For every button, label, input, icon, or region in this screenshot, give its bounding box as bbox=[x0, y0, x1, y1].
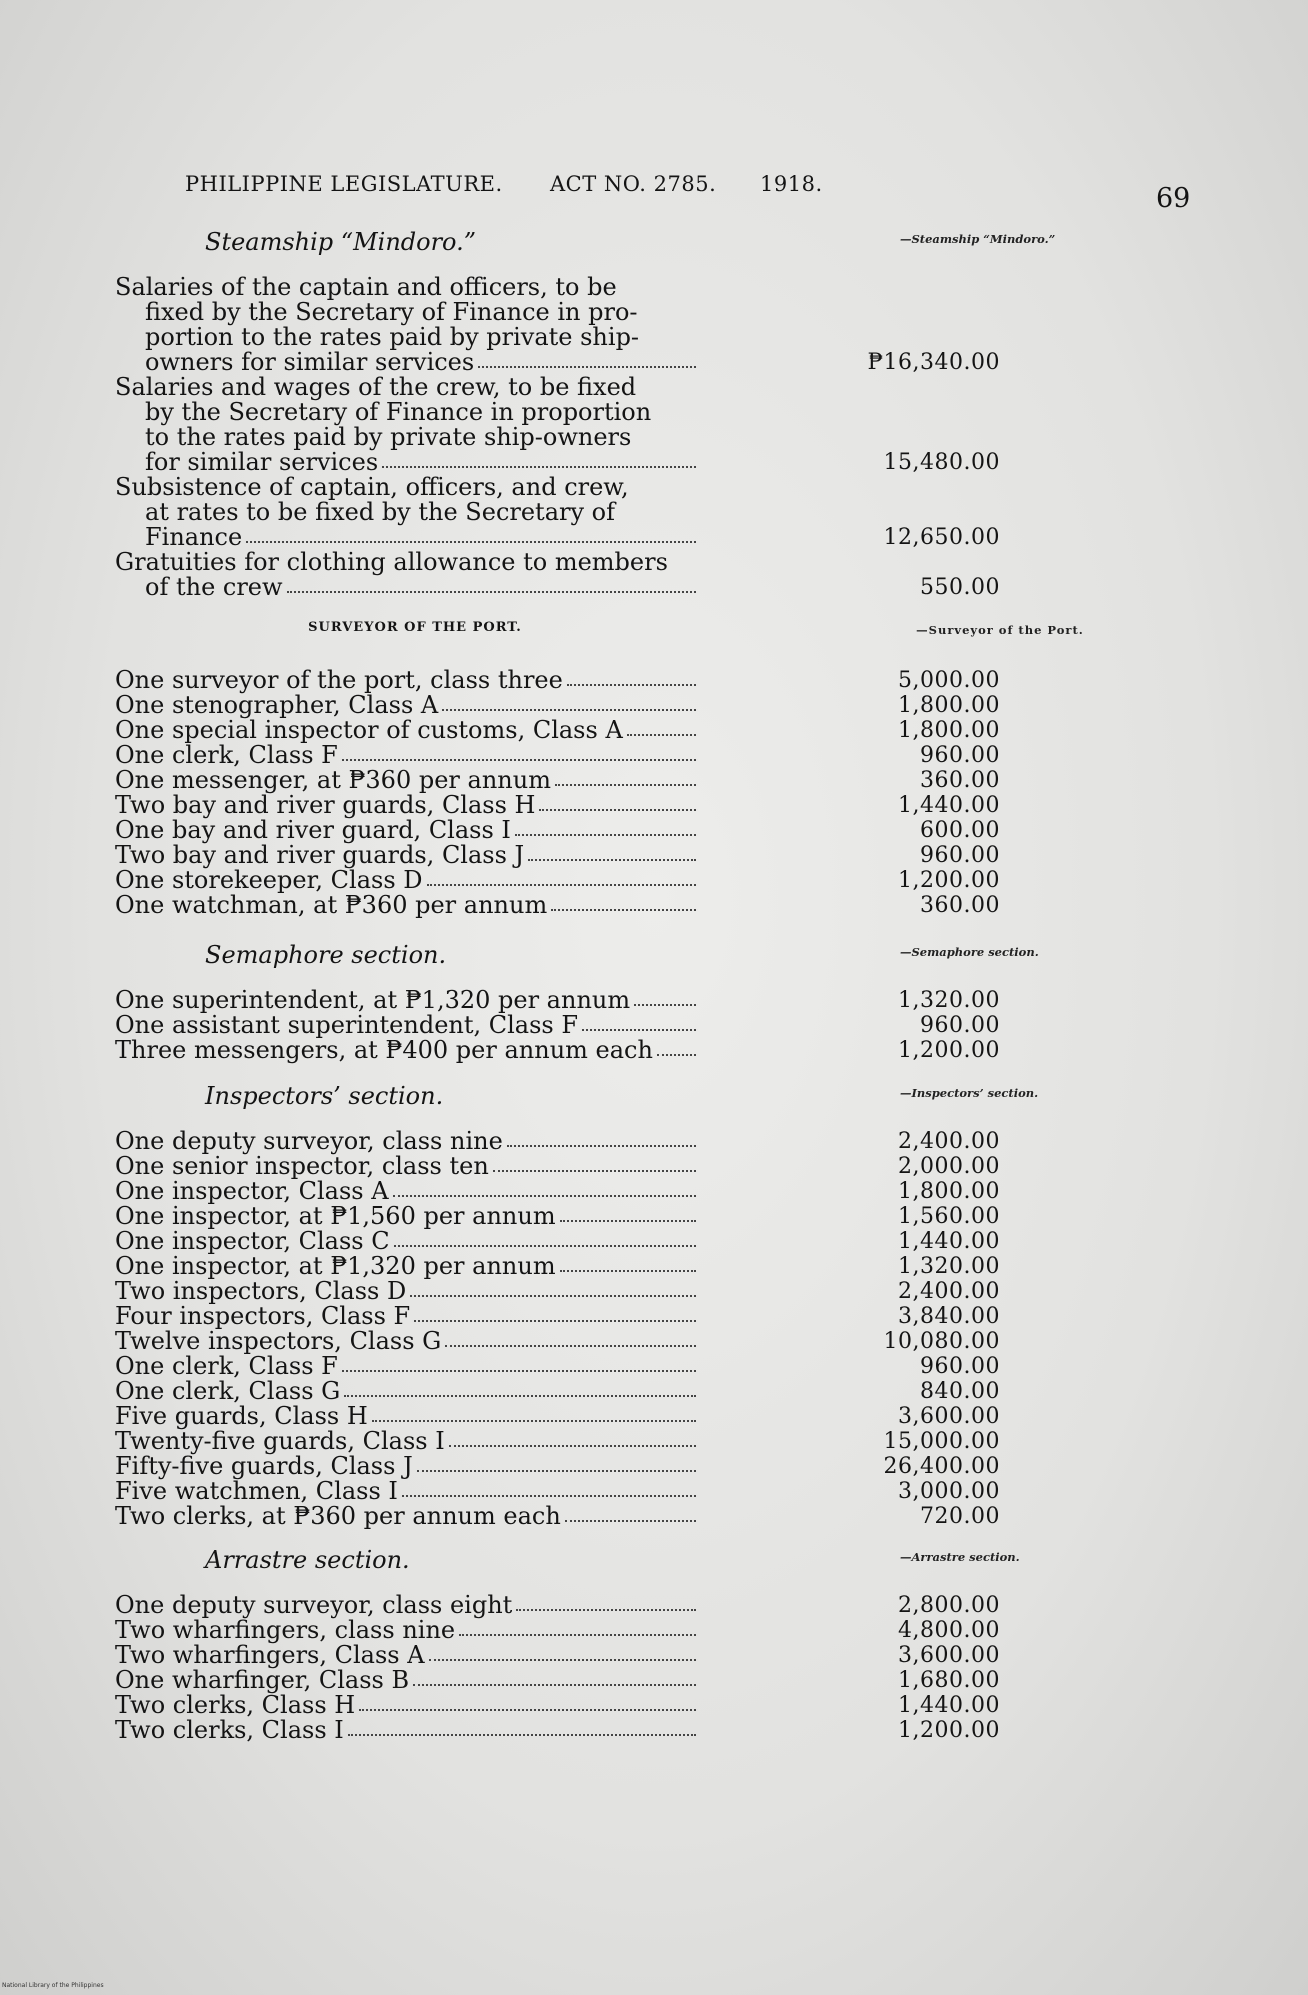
dot-leader bbox=[342, 1354, 696, 1372]
line-item-text: One senior inspector, class ten bbox=[115, 1152, 489, 1180]
section-title-text: Semaphore section. bbox=[205, 941, 447, 969]
line-item-text: Two wharfingers, class nine bbox=[115, 1616, 456, 1644]
line-item-text-row bbox=[115, 425, 700, 450]
line-item-amount: 960.00 bbox=[920, 743, 1000, 768]
line-item-text: One messenger, at ₱360 per annum bbox=[115, 766, 551, 794]
line-item-text-row bbox=[115, 325, 700, 350]
line-item-text-row bbox=[115, 743, 700, 768]
line-item-amount: 1,440.00 bbox=[898, 1693, 1000, 1718]
dot-leader bbox=[449, 1429, 696, 1447]
publication-title: PHILIPPINE LEGISLATURE. bbox=[185, 172, 503, 196]
line-item-text: owners for similar services bbox=[145, 348, 475, 376]
dot-leader bbox=[478, 350, 696, 368]
line-item-text: One superintendent, at ₱1,320 per annum bbox=[115, 986, 631, 1014]
line-item-text: fixed by the Secretary of Finance in pro- bbox=[145, 298, 638, 326]
line-item bbox=[115, 1329, 1115, 1354]
dot-leader bbox=[516, 1593, 696, 1611]
line-item bbox=[115, 718, 1115, 743]
dot-leader bbox=[393, 1179, 696, 1197]
line-item bbox=[115, 1504, 1115, 1529]
line-item bbox=[115, 1479, 1115, 1504]
line-item-amount: 2,000.00 bbox=[898, 1154, 1000, 1179]
dot-leader bbox=[429, 1643, 696, 1661]
line-item-text: One inspector, Class C bbox=[115, 1227, 390, 1255]
dot-leader bbox=[515, 818, 696, 836]
line-item-text-row bbox=[115, 868, 700, 893]
line-item-text: One deputy surveyor, class nine bbox=[115, 1127, 503, 1155]
line-item-text: Two bay and river guards, Class J bbox=[115, 841, 525, 869]
line-item-text-row bbox=[115, 1254, 700, 1279]
scan-footer: National Library of the Philippines bbox=[2, 1982, 104, 1989]
section bbox=[115, 618, 1115, 918]
line-item-amount: 12,650.00 bbox=[883, 525, 1000, 550]
line-item-text: Twenty-five guards, Class I bbox=[115, 1427, 445, 1455]
line-item-text-row bbox=[115, 1693, 700, 1718]
line-item-amount: 1,320.00 bbox=[898, 1254, 1000, 1279]
dot-leader bbox=[567, 668, 696, 686]
line-item-text-row bbox=[115, 1129, 700, 1154]
year: 1918. bbox=[760, 172, 823, 196]
line-item-amount: 1,200.00 bbox=[898, 868, 1000, 893]
line-item bbox=[115, 1718, 1115, 1743]
line-item-text: One inspector, at ₱1,320 per annum bbox=[115, 1252, 556, 1280]
dot-leader bbox=[551, 893, 696, 911]
line-item bbox=[115, 475, 1115, 550]
section bbox=[115, 940, 1115, 1063]
line-item-text: Two clerks, at ₱360 per annum each bbox=[115, 1502, 561, 1530]
dot-leader bbox=[342, 743, 696, 761]
line-item bbox=[115, 1013, 1115, 1038]
line-item bbox=[115, 843, 1115, 868]
section bbox=[115, 1545, 1115, 1743]
line-item-amount: 15,480.00 bbox=[883, 450, 1000, 475]
line-item-text-row bbox=[115, 1668, 700, 1693]
line-item-text: Three messengers, at ₱400 per annum each bbox=[115, 1036, 653, 1064]
line-item-text: One inspector, at ₱1,560 per annum bbox=[115, 1202, 556, 1230]
line-item-text-row bbox=[115, 375, 700, 400]
line-item-text-row bbox=[115, 525, 700, 550]
line-item-text-row bbox=[115, 1304, 700, 1329]
line-item-text-row bbox=[115, 693, 700, 718]
margin-note: —Surveyor of the Port. bbox=[916, 623, 1084, 637]
line-item-amount: 960.00 bbox=[920, 1013, 1000, 1038]
section-title-text: SURVEYOR OF THE PORT. bbox=[308, 620, 522, 635]
act-number: ACT NO. 2785. bbox=[550, 172, 717, 196]
dot-leader bbox=[657, 1038, 696, 1056]
line-item-text: Two clerks, Class H bbox=[115, 1691, 356, 1719]
section-title bbox=[115, 1545, 1115, 1593]
line-item-amount: 2,800.00 bbox=[898, 1593, 1000, 1618]
dot-leader bbox=[555, 768, 696, 786]
dot-leader bbox=[445, 1329, 696, 1347]
line-item-text: Two clerks, Class I bbox=[115, 1716, 344, 1744]
section-title bbox=[115, 227, 1115, 275]
line-item-text: One wharfinger, Class B bbox=[115, 1666, 410, 1694]
line-item-amount: 360.00 bbox=[920, 768, 1000, 793]
dot-leader bbox=[413, 1668, 696, 1686]
line-item bbox=[115, 1618, 1115, 1643]
section-title bbox=[115, 1081, 1115, 1129]
dot-leader bbox=[459, 1618, 696, 1636]
line-item-amount: 960.00 bbox=[920, 1354, 1000, 1379]
line-item-text-row bbox=[115, 1229, 700, 1254]
line-item-amount: 1,440.00 bbox=[898, 793, 1000, 818]
line-item-text-row bbox=[115, 768, 700, 793]
dot-leader bbox=[528, 843, 696, 861]
section-title bbox=[115, 940, 1115, 988]
line-item-text: One bay and river guard, Class I bbox=[115, 816, 511, 844]
dot-leader bbox=[410, 1279, 696, 1297]
page-number: 69 bbox=[1156, 183, 1191, 214]
appropriations-body bbox=[115, 227, 1115, 1743]
line-item bbox=[115, 1693, 1115, 1718]
line-item-amount: 3,000.00 bbox=[898, 1479, 1000, 1504]
dot-leader bbox=[507, 1129, 696, 1147]
line-item bbox=[115, 1454, 1115, 1479]
line-item-text-row bbox=[115, 1204, 700, 1229]
line-item-text: Five guards, Class H bbox=[115, 1402, 368, 1430]
line-item bbox=[115, 1204, 1115, 1229]
line-item-text-row bbox=[115, 1038, 700, 1063]
dot-leader bbox=[394, 1229, 696, 1247]
line-item-amount: 5,000.00 bbox=[898, 668, 1000, 693]
line-item bbox=[115, 893, 1115, 918]
line-item-amount: 4,800.00 bbox=[898, 1618, 1000, 1643]
line-item-text-row bbox=[115, 1643, 700, 1668]
line-item-text-row bbox=[115, 1013, 700, 1038]
line-item-amount: 1,800.00 bbox=[898, 718, 1000, 743]
line-item bbox=[115, 1304, 1115, 1329]
line-item-text-row bbox=[115, 1154, 700, 1179]
line-item-text: Twelve inspectors, Class G bbox=[115, 1327, 442, 1355]
line-item-amount: 1,800.00 bbox=[898, 1179, 1000, 1204]
section-title-text: Steamship “Mindoro.” bbox=[205, 228, 476, 256]
line-item-text: One special inspector of customs, Class A bbox=[115, 716, 623, 744]
line-item-text: One storekeeper, Class D bbox=[115, 866, 423, 894]
section-title-text: Arrastre section. bbox=[205, 1546, 410, 1574]
line-item bbox=[115, 1229, 1115, 1254]
line-item bbox=[115, 1404, 1115, 1429]
line-item bbox=[115, 1429, 1115, 1454]
dot-leader bbox=[414, 1304, 696, 1322]
line-item-amount: 1,200.00 bbox=[898, 1038, 1000, 1063]
line-item-text-row bbox=[115, 1479, 700, 1504]
line-item-amount: 10,080.00 bbox=[883, 1329, 1000, 1354]
line-item-amount: 960.00 bbox=[920, 843, 1000, 868]
line-item-text: Subsistence of captain, officers, and crew, bbox=[115, 473, 629, 501]
dot-leader bbox=[246, 525, 696, 543]
line-item-text: Five watchmen, Class I bbox=[115, 1477, 398, 1505]
line-item-amount: 840.00 bbox=[920, 1379, 1000, 1404]
line-item-text-row bbox=[115, 793, 700, 818]
line-item-text: by the Secretary of Finance in proportion bbox=[145, 398, 652, 426]
line-item-text: Two wharfingers, Class A bbox=[115, 1641, 425, 1669]
line-item-text-row bbox=[115, 893, 700, 918]
line-item-amount: 26,400.00 bbox=[883, 1454, 1000, 1479]
section bbox=[115, 227, 1115, 600]
line-item-text: Salaries of the captain and officers, to be bbox=[115, 273, 617, 301]
line-item-amount: 1,800.00 bbox=[898, 693, 1000, 718]
line-item bbox=[115, 818, 1115, 843]
line-item-amount: 15,000.00 bbox=[883, 1429, 1000, 1454]
line-item bbox=[115, 693, 1115, 718]
line-item-text-row bbox=[115, 350, 700, 375]
line-item-amount: 1,680.00 bbox=[898, 1668, 1000, 1693]
line-item-text: One assistant superintendent, Class F bbox=[115, 1011, 579, 1039]
line-item-amount: 360.00 bbox=[920, 893, 1000, 918]
line-item bbox=[115, 275, 1115, 375]
line-item-text: One watchman, at ₱360 per annum bbox=[115, 891, 548, 919]
line-item bbox=[115, 1379, 1115, 1404]
dot-leader bbox=[560, 1254, 696, 1272]
line-item-text-row bbox=[115, 1354, 700, 1379]
line-item-text-row bbox=[115, 1379, 700, 1404]
line-item bbox=[115, 793, 1115, 818]
section-title-text: Inspectors’ section. bbox=[205, 1082, 444, 1110]
line-item bbox=[115, 668, 1115, 693]
line-item-amount: 3,600.00 bbox=[898, 1643, 1000, 1668]
running-header bbox=[185, 172, 1215, 212]
line-item-text-row bbox=[115, 718, 700, 743]
line-item-amount: 1,320.00 bbox=[898, 988, 1000, 1013]
line-item-text: Salaries and wages of the crew, to be fixed bbox=[115, 373, 637, 401]
line-item-text: Two inspectors, Class D bbox=[115, 1277, 407, 1305]
line-item-text: One surveyor of the port, class three bbox=[115, 666, 563, 694]
line-item-text-row bbox=[115, 668, 700, 693]
line-item bbox=[115, 1593, 1115, 1618]
dot-leader bbox=[372, 1404, 696, 1422]
line-item-text: Gratuities for clothing allowance to members bbox=[115, 548, 668, 576]
dot-leader bbox=[287, 575, 696, 593]
line-item-text-row bbox=[115, 300, 700, 325]
dot-leader bbox=[493, 1154, 696, 1172]
line-item-text-row bbox=[115, 1404, 700, 1429]
line-item bbox=[115, 550, 1115, 600]
line-item-text: One clerk, Class F bbox=[115, 741, 338, 769]
dot-leader bbox=[582, 1013, 696, 1031]
line-item-text-row bbox=[115, 818, 700, 843]
line-item-amount: 2,400.00 bbox=[898, 1129, 1000, 1154]
line-item-text-row bbox=[115, 500, 700, 525]
line-item bbox=[115, 375, 1115, 475]
line-item-text: One deputy surveyor, class eight bbox=[115, 1591, 513, 1619]
line-item-text-row bbox=[115, 843, 700, 868]
line-item-text: Two bay and river guards, Class H bbox=[115, 791, 536, 819]
dot-leader bbox=[634, 988, 696, 1006]
section-title bbox=[115, 618, 1084, 668]
line-item-text-row bbox=[115, 475, 700, 500]
line-item-amount: 3,600.00 bbox=[898, 1404, 1000, 1429]
line-item-amount: 600.00 bbox=[920, 818, 1000, 843]
margin-note: —Arrastre section. bbox=[900, 1550, 1020, 1564]
dot-leader bbox=[402, 1479, 696, 1497]
line-item-amount: 2,400.00 bbox=[898, 1279, 1000, 1304]
margin-note: —Semaphore section. bbox=[900, 945, 1039, 959]
dot-leader bbox=[565, 1504, 696, 1522]
line-item bbox=[115, 1129, 1115, 1154]
line-item-text: Finance bbox=[145, 523, 243, 551]
line-item-text: at rates to be fixed by the Secretary of bbox=[145, 498, 616, 526]
dot-leader bbox=[417, 1454, 696, 1472]
line-item-amount: 3,840.00 bbox=[898, 1304, 1000, 1329]
line-item-text: for similar services bbox=[145, 448, 379, 476]
line-item-amount: 550.00 bbox=[920, 575, 1000, 600]
line-item bbox=[115, 988, 1115, 1013]
line-item-text-row bbox=[115, 1618, 700, 1643]
line-item-text-row bbox=[115, 1718, 700, 1743]
line-item-text-row bbox=[115, 1279, 700, 1304]
line-item-text-row bbox=[115, 1454, 700, 1479]
line-item-text-row bbox=[115, 988, 700, 1013]
line-item bbox=[115, 1668, 1115, 1693]
section bbox=[115, 1081, 1115, 1529]
line-item-amount: 720.00 bbox=[920, 1504, 1000, 1529]
line-item-text-row bbox=[115, 1329, 700, 1354]
line-item-amount: ₱16,340.00 bbox=[867, 350, 1000, 375]
line-item bbox=[115, 1038, 1115, 1063]
line-item-text-row bbox=[115, 575, 700, 600]
line-item-text-row bbox=[115, 1593, 700, 1618]
margin-note: —Steamship “Mindoro.” bbox=[900, 232, 1056, 246]
line-item bbox=[115, 868, 1115, 893]
dot-leader bbox=[539, 793, 696, 811]
line-item bbox=[115, 1279, 1115, 1304]
line-item-text: One stenographer, Class A bbox=[115, 691, 439, 719]
line-item-text: One clerk, Class G bbox=[115, 1377, 341, 1405]
dot-leader bbox=[348, 1718, 696, 1736]
dot-leader bbox=[560, 1204, 696, 1222]
margin-note: —Inspectors’ section. bbox=[900, 1086, 1039, 1100]
line-item-text-row bbox=[115, 450, 700, 475]
line-item bbox=[115, 743, 1115, 768]
line-item-amount: 1,440.00 bbox=[898, 1229, 1000, 1254]
line-item-text: One inspector, Class A bbox=[115, 1177, 389, 1205]
line-item-text: One clerk, Class F bbox=[115, 1352, 338, 1380]
line-item-text-row bbox=[115, 275, 700, 300]
dot-leader bbox=[359, 1693, 696, 1711]
line-item-text: Fifty-five guards, Class J bbox=[115, 1452, 413, 1480]
line-item-text: to the rates paid by private ship-owners bbox=[145, 423, 632, 451]
line-item-amount: 1,200.00 bbox=[898, 1718, 1000, 1743]
line-item-text-row bbox=[115, 550, 700, 575]
line-item-text-row bbox=[115, 1179, 700, 1204]
line-item-amount: 1,560.00 bbox=[898, 1204, 1000, 1229]
line-item-text-row bbox=[115, 400, 700, 425]
line-item bbox=[115, 1354, 1115, 1379]
line-item-text-row bbox=[115, 1429, 700, 1454]
dot-leader bbox=[427, 868, 696, 886]
dot-leader bbox=[627, 718, 696, 736]
line-item bbox=[115, 1254, 1115, 1279]
line-item bbox=[115, 1154, 1115, 1179]
line-item-text: Four inspectors, Class F bbox=[115, 1302, 411, 1330]
line-item-text: portion to the rates paid by private ship- bbox=[145, 323, 640, 351]
line-item-text-row bbox=[115, 1504, 700, 1529]
dot-leader bbox=[382, 450, 696, 468]
line-item bbox=[115, 1179, 1115, 1204]
line-item-text: of the crew bbox=[145, 573, 283, 601]
dot-leader bbox=[442, 693, 696, 711]
line-item bbox=[115, 768, 1115, 793]
line-item bbox=[115, 1643, 1115, 1668]
dot-leader bbox=[344, 1379, 696, 1397]
